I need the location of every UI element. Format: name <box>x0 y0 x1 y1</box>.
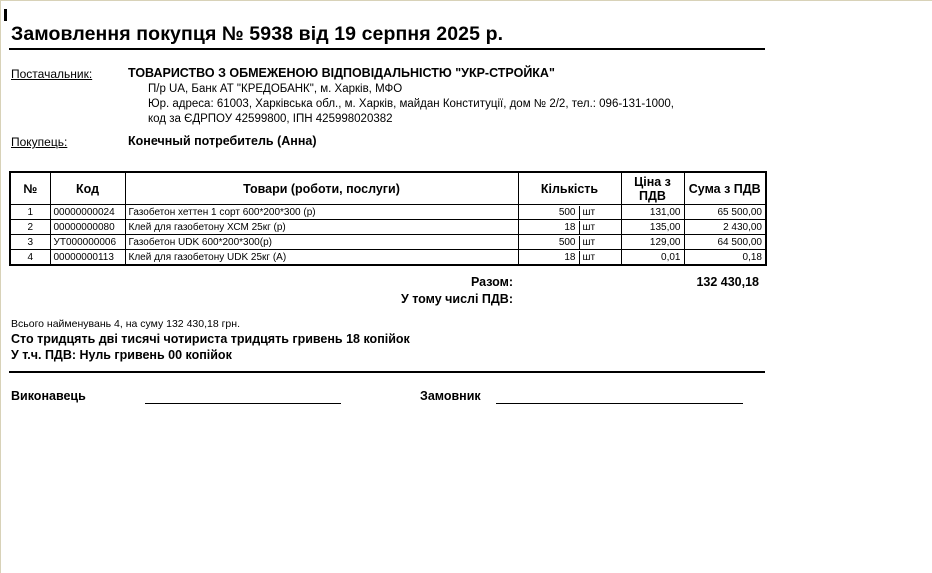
row-price: 131,00 <box>621 205 684 220</box>
executor-signature-line <box>145 403 341 404</box>
buyer-name: Конечный потребитель (Анна) <box>128 134 317 148</box>
supplier-name: ТОВАРИСТВО З ОБМЕЖЕНОЮ ВІДПОВІДАЛЬНІСТЮ "УКР-СТРОЙКА" <box>128 66 555 80</box>
header-code: Код <box>50 172 125 205</box>
table-header-row <box>10 172 766 205</box>
row-goods: Клей для газобетону UDK 25кг (А) <box>125 250 518 266</box>
row-num: 1 <box>10 205 50 220</box>
row-code: 00000000024 <box>50 205 125 220</box>
row-qty: 18 <box>519 251 580 264</box>
items-count-line: Всього найменувань 4, на суму 132 430,18 грн. <box>11 318 240 330</box>
row-code: УТ000000006 <box>50 235 125 250</box>
header-num: № <box>10 172 50 205</box>
row-qty-cell <box>518 220 621 235</box>
table-row <box>10 220 766 235</box>
row-code: 00000000080 <box>50 220 125 235</box>
row-code: 00000000113 <box>50 250 125 266</box>
summary-divider <box>9 371 765 373</box>
row-sum: 0,18 <box>684 250 766 266</box>
customer-signature-line <box>496 403 743 404</box>
row-qty: 500 <box>519 206 580 219</box>
buyer-label: Покупець: <box>11 135 68 149</box>
row-price: 129,00 <box>621 235 684 250</box>
supplier-codes-line: код за ЄДРПОУ 42599800, ІПН 425998020382 <box>148 113 393 125</box>
row-num: 2 <box>10 220 50 235</box>
row-qty: 500 <box>519 236 580 249</box>
vat-label: У тому числі ПДВ: <box>400 292 513 306</box>
customer-label: Замовник <box>420 389 481 403</box>
header-goods: Товари (роботи, послуги) <box>125 172 518 205</box>
vat-in-words: У т.ч. ПДВ: Нуль гривень 00 копійок <box>11 348 232 362</box>
row-goods: Газобетон UDK 600*200*300(р) <box>125 235 518 250</box>
row-goods: Клей для газобетону ХСМ 25кг (р) <box>125 220 518 235</box>
total-label: Разом: <box>470 275 513 289</box>
row-qty-cell <box>518 205 621 220</box>
row-num: 3 <box>10 235 50 250</box>
document-title: Замовлення покупця № 5938 від 19 серпня 2025 р. <box>11 23 504 45</box>
row-goods: Газобетон хеттен 1 сорт 600*200*300 (р) <box>125 205 518 220</box>
row-sum: 64 500,00 <box>684 235 766 250</box>
supplier-bank-line: П/р UA, Банк АТ "КРЕДОБАНК", м. Харків, МФО <box>148 83 403 95</box>
row-unit: шт <box>582 221 596 233</box>
table-row <box>10 205 766 220</box>
row-qty-cell <box>518 235 621 250</box>
table-row <box>10 235 766 250</box>
items-table <box>9 171 767 266</box>
text-cursor <box>4 9 7 21</box>
header-sum: Сума з ПДВ <box>684 172 766 205</box>
title-divider <box>9 48 765 50</box>
row-qty: 18 <box>519 221 580 234</box>
row-qty-cell <box>518 250 621 266</box>
row-sum: 2 430,00 <box>684 220 766 235</box>
row-sum: 65 500,00 <box>684 205 766 220</box>
header-qty: Кількість <box>518 172 621 205</box>
supplier-label: Постачальник: <box>11 67 93 81</box>
row-unit: шт <box>582 206 596 218</box>
row-price: 0,01 <box>621 250 684 266</box>
row-unit: шт <box>582 251 596 263</box>
table-row <box>10 250 766 266</box>
row-price: 135,00 <box>621 220 684 235</box>
row-unit: шт <box>582 236 596 248</box>
executor-label: Виконавець <box>11 389 86 403</box>
amount-in-words: Сто тридцять дві тисячі чотириста тридцять гривень 18 копійок <box>11 332 410 346</box>
supplier-address-line: Юр. адреса: 61003, Харківська обл., м. Харків, майдан Конституції, дом № 2/2, тел.: 096-131-1000, <box>148 98 674 110</box>
total-value: 132 430,18 <box>696 275 759 289</box>
header-price: Ціна з ПДВ <box>621 172 684 205</box>
row-num: 4 <box>10 250 50 266</box>
